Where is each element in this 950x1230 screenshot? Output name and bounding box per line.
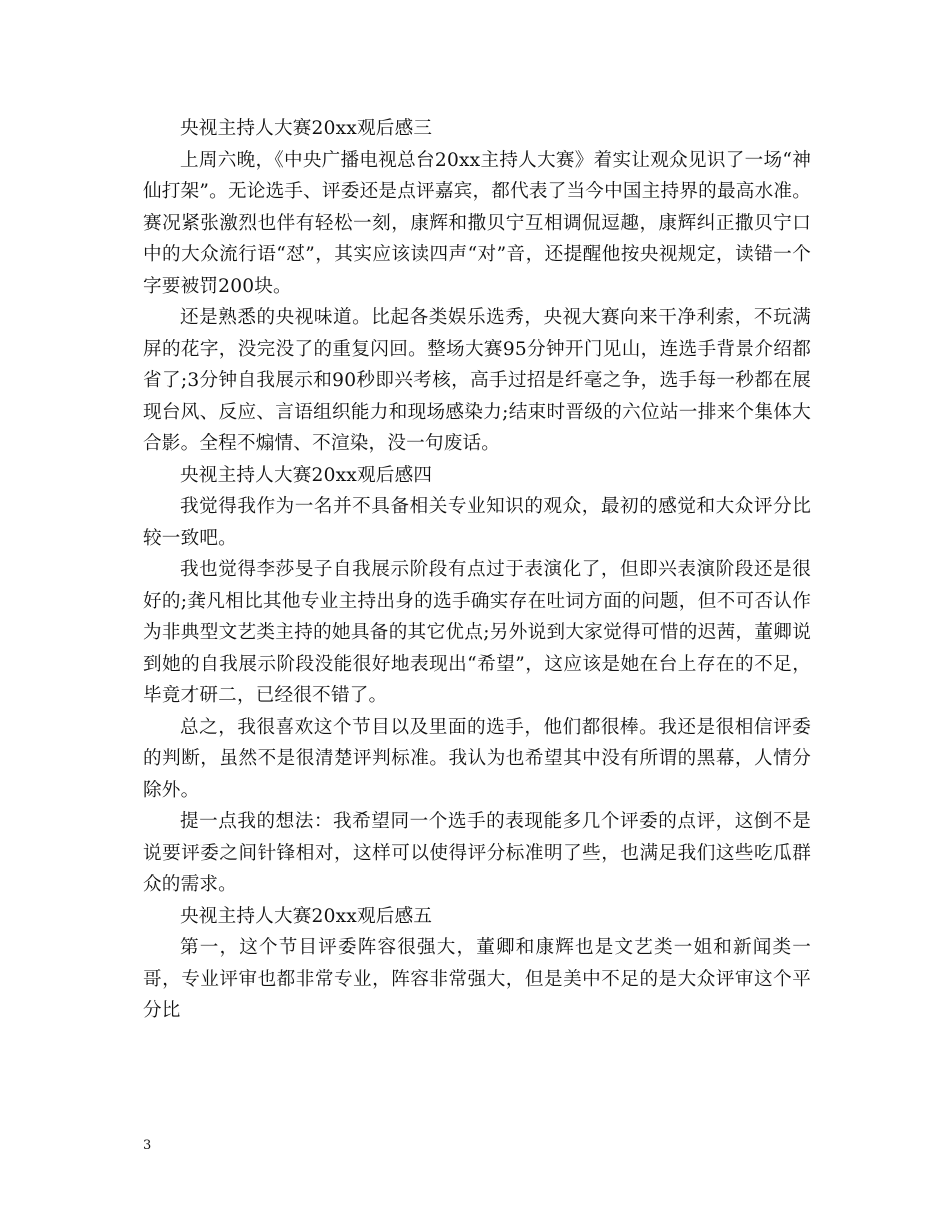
document-body	[143, 113, 811, 1027]
body-paragraph: 我觉得我作为一名并不具备相关专业知识的观众，最初的感觉和大众评分比较一致吧。	[143, 496, 811, 549]
body-paragraph: 第一，这个节目评委阵容很强大，董卿和康辉也是文艺类一姐和新闻类一哥，专业评审也都非常专业，阵容非常强大，但是美中不足的是大众评审这个平分比	[143, 937, 811, 1021]
body-paragraph: 上周六晚，《中央广播电视总台20xx主持人大赛》着实让观众见识了一场“神仙打架”。无论选手、评委还是点评嘉宾，都代表了当今中国主持界的最高水准。赛况紧张激烈也伴有轻松一刻，康辉和撒贝宁互相调侃逗趣，康辉纠正撒贝宁口中的大众流行语“怼”，其实应该读四声“对”音，还提醒他按央视规定，读错一个字要被罚200块。	[143, 149, 811, 297]
body-paragraph: 总之，我很喜欢这个节目以及里面的选手，他们都很棒。我还是很相信评委的判断，虽然不是很清楚评判标准。我认为也希望其中没有所谓的黑幕，人情分除外。	[143, 716, 811, 801]
body-paragraph: 提一点我的想法：我希望同一个选手的表现能多几个评委的点评，这倒不是说要评委之间针锋相对，这样可以使得评分标准明了些，也满足我们这些吃瓜群众的需求。	[143, 811, 811, 895]
section-heading: 央视主持人大赛20xx观后感五	[180, 905, 433, 927]
section-heading: 央视主持人大赛20xx观后感四	[180, 464, 433, 486]
page-number: 3	[143, 1138, 152, 1153]
body-paragraph: 我也觉得李莎旻子自我展示阶段有点过于表演化了，但即兴表演阶段还是很好的;龚凡相比其他专业主持出身的选手确实存在吐词方面的问题，但不可否认作为非典型文艺类主持的她具备的其它优点;另外说到大家觉得可惜的迟茜，董卿说到她的自我展示阶段没能很好地表现出“希望”，这应该是她在台上存在的不足，毕竟才研二，已经很不错了。	[143, 559, 811, 706]
body-paragraph: 还是熟悉的央视味道。比起各类娱乐选秀，央视大赛向来干净利索，不玩满屏的花字，没完没了的重复闪回。整场大赛95分钟开门见山，连选手背景介绍都省了;3分钟自我展示和90秒即兴考核，高手过招是纤毫之争，选手每一秒都在展现台风、反应、言语组织能力和现场感染力;结束时晋级的六位站一排来个集体大合影。全程不煽情、不渲染，没一句废话。	[143, 307, 811, 454]
section-heading: 央视主持人大赛20xx观后感三	[180, 118, 433, 139]
